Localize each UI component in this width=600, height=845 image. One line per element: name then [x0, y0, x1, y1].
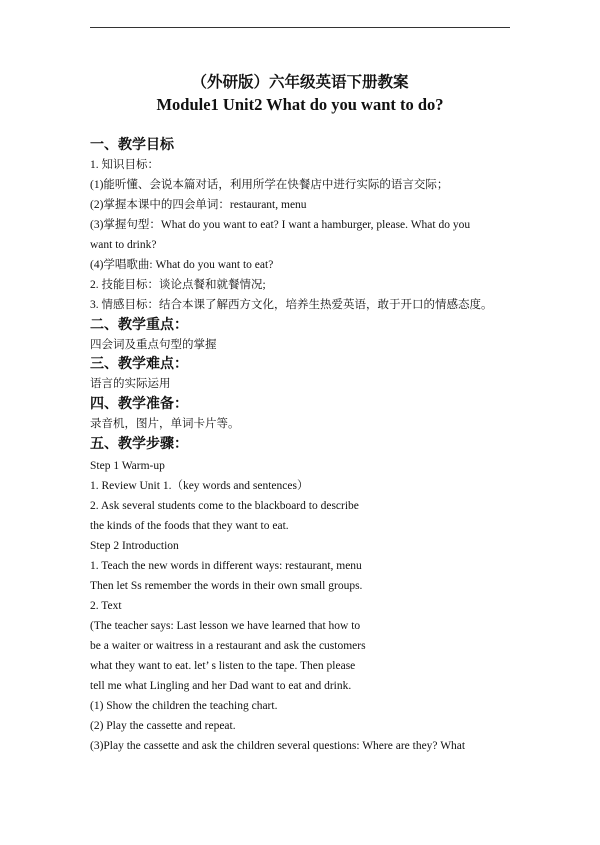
- text-line: (2)掌握本课中的四会单词：restaurant, menu: [90, 199, 307, 211]
- text-line: (4)学唱歌曲: What do you want to eat?: [90, 259, 274, 271]
- document-title: （外研版）六年级英语下册教案: [191, 72, 409, 91]
- text-line: be a waiter or waitress in a restaurant and ask the customers: [90, 640, 366, 652]
- text-line: 语言的实际运用: [90, 378, 171, 390]
- text-line: 3. 情感目标：结合本课了解西方文化，培养生热爱英语，敢于开口的情感态度。: [90, 299, 493, 311]
- text-line: (1)能听懂、会说本篇对话，利用所学在快餐店中进行实际的语言交际；: [90, 179, 449, 191]
- section-heading-key-points: 二、教学重点：: [90, 317, 188, 333]
- section-heading-preparation: 四、教学准备：: [90, 396, 188, 412]
- text-line: the kinds of the foods that they want to eat.: [90, 520, 289, 532]
- text-line: 录音机，图片，单词卡片等。: [90, 418, 240, 430]
- text-line: Step 2 Introduction: [90, 540, 179, 552]
- text-line: 四会词及重点句型的掌握: [90, 339, 217, 351]
- section-heading-steps: 五、教学步骤：: [90, 436, 188, 452]
- text-line: want to drink?: [90, 239, 157, 251]
- section-heading-difficulties: 三、教学难点：: [90, 356, 188, 372]
- text-line: 2. Ask several students come to the blackboard to describe: [90, 500, 359, 512]
- text-line: (1) Show the children the teaching chart.: [90, 700, 278, 712]
- text-line: Then let Ss remember the words in their own small groups.: [90, 580, 363, 592]
- text-line: Step 1 Warm-up: [90, 460, 165, 472]
- section-heading-objectives: 一、教学目标: [90, 137, 174, 153]
- text-line: (The teacher says: Last lesson we have learned that how to: [90, 620, 361, 632]
- header-rule: [90, 27, 510, 28]
- document-subtitle: Module1 Unit2 What do you want to do?: [156, 95, 444, 114]
- text-line: 1. Review Unit 1.（key words and sentences）: [90, 480, 309, 492]
- text-line: (3)Play the cassette and ask the children several questions: Where are they? What: [90, 740, 466, 752]
- text-line: what they want to eat. let’ s listen to the tape. Then please: [90, 660, 356, 672]
- text-line: 2. Text: [90, 600, 122, 612]
- text-line: (3)掌握句型：What do you want to eat? I want a hamburger, please. What do you: [90, 219, 471, 231]
- text-line: tell me what Lingling and her Dad want to eat and drink.: [90, 680, 352, 692]
- text-line: 1. Teach the new words in different ways: restaurant, menu: [90, 560, 362, 572]
- text-line: 2. 技能目标：谈论点餐和就餐情况;: [90, 279, 266, 291]
- text-line: (2) Play the cassette and repeat.: [90, 720, 236, 732]
- text-line: 1. 知识目标：: [90, 159, 159, 171]
